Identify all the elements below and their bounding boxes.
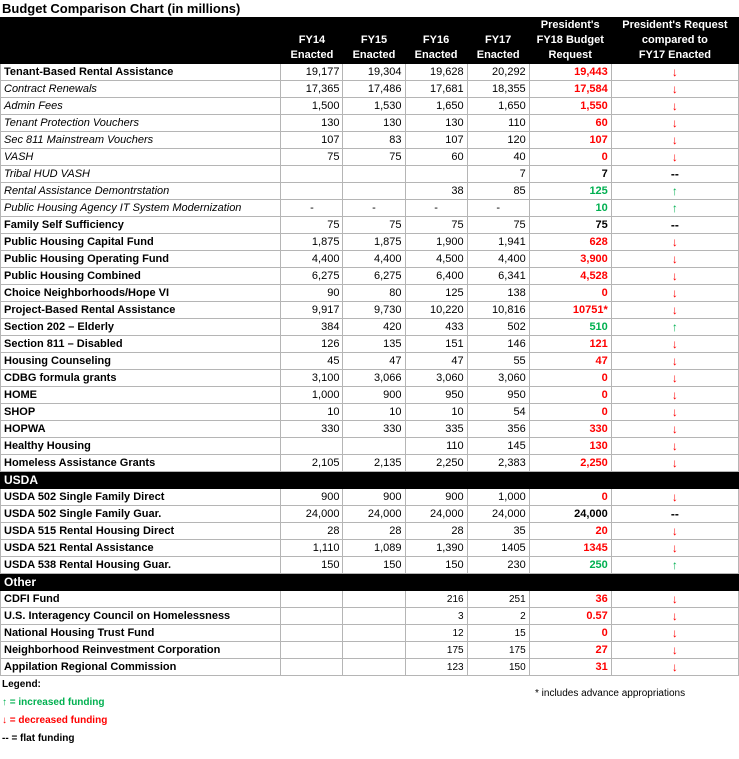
fy16-value: 38 (405, 183, 467, 200)
budget-table-body (1, 18, 739, 676)
table-row (1, 285, 739, 302)
header-blank (1, 18, 281, 64)
program-name: Section 202 – Elderly (1, 319, 281, 336)
fy15-value: 150 (343, 557, 405, 574)
arrow-down-icon: ↓ (611, 489, 738, 506)
program-name: National Housing Trust Fund (1, 625, 281, 642)
arrow-down-icon: ↓ (611, 336, 738, 353)
table-row (1, 132, 739, 149)
fy16-value: 75 (405, 217, 467, 234)
legend (0, 676, 739, 748)
fy16-value: 151 (405, 336, 467, 353)
arrow-up-icon: ↑ (611, 557, 738, 574)
fy15-value: 24,000 (343, 506, 405, 523)
table-row (1, 64, 739, 81)
program-name: Tenant Protection Vouchers (1, 115, 281, 132)
fy15-value: 420 (343, 319, 405, 336)
fy17-value: 251 (467, 591, 529, 608)
fy15-value: 47 (343, 353, 405, 370)
section-title: USDA (1, 472, 739, 489)
program-name: Public Housing Agency IT System Modernization (1, 200, 281, 217)
fy15-value: 1,875 (343, 234, 405, 251)
fy15-value (343, 591, 405, 608)
section-header (1, 574, 739, 591)
fy18-request-value: 31 (529, 659, 611, 676)
program-name: USDA 515 Rental Housing Direct (1, 523, 281, 540)
fy15-value (343, 608, 405, 625)
program-name: Section 811 – Disabled (1, 336, 281, 353)
fy14-value (281, 625, 343, 642)
program-name: HOME (1, 387, 281, 404)
fy18-request-value: 330 (529, 421, 611, 438)
fy16-value: 60 (405, 149, 467, 166)
fy17-value: 150 (467, 659, 529, 676)
table-row (1, 319, 739, 336)
legend-title: Legend: (2, 679, 41, 690)
fy18-request-value: 10751* (529, 302, 611, 319)
fy18-request-value: 0 (529, 285, 611, 302)
arrow-down-icon: ↓ (611, 251, 738, 268)
fy17-value: 356 (467, 421, 529, 438)
section-header (1, 472, 739, 489)
fy15-value: 83 (343, 132, 405, 149)
table-row (1, 370, 739, 387)
fy18-request-value: 20 (529, 523, 611, 540)
table-row (1, 217, 739, 234)
fy16-value: 335 (405, 421, 467, 438)
table-row (1, 200, 739, 217)
program-name: USDA 521 Rental Assistance (1, 540, 281, 557)
arrow-down-icon: ↓ (611, 353, 738, 370)
fy15-value: 28 (343, 523, 405, 540)
arrow-up-icon: ↑ (611, 200, 738, 217)
fy18-request-value: 10 (529, 200, 611, 217)
fy18-request-value: 60 (529, 115, 611, 132)
fy14-value: 107 (281, 132, 343, 149)
fy17-value: 1,650 (467, 98, 529, 115)
arrow-down-icon: ↓ (611, 370, 738, 387)
fy16-value: 28 (405, 523, 467, 540)
fy18-request-value: 130 (529, 438, 611, 455)
header-fy14: FY14 Enacted (281, 18, 343, 64)
fy18-request-value: 121 (529, 336, 611, 353)
program-name: Choice Neighborhoods/Hope VI (1, 285, 281, 302)
arrow-down-icon: ↓ (611, 98, 738, 115)
fy18-request-value: 0 (529, 370, 611, 387)
header-fy17: FY17 Enacted (467, 18, 529, 64)
table-row (1, 404, 739, 421)
table-row (1, 540, 739, 557)
fy17-value: 40 (467, 149, 529, 166)
fy16-value: 123 (405, 659, 467, 676)
fy14-value: 1,110 (281, 540, 343, 557)
fy14-value: 1,500 (281, 98, 343, 115)
program-name: USDA 502 Single Family Direct (1, 489, 281, 506)
program-name: Public Housing Operating Fund (1, 251, 281, 268)
fy18-request-value: 36 (529, 591, 611, 608)
arrow-down-icon: ↓ (611, 523, 738, 540)
fy14-value: 4,400 (281, 251, 343, 268)
table-row (1, 98, 739, 115)
arrow-down-icon: ↓ (611, 438, 738, 455)
program-name: CDFI Fund (1, 591, 281, 608)
program-name: Sec 811 Mainstream Vouchers (1, 132, 281, 149)
fy17-value: 145 (467, 438, 529, 455)
fy14-value (281, 183, 343, 200)
program-name: USDA 538 Rental Housing Guar. (1, 557, 281, 574)
fy17-value: 18,355 (467, 81, 529, 98)
fy17-value: 4,400 (467, 251, 529, 268)
arrow-down-icon: ↓ (611, 625, 738, 642)
arrow-down-icon: ↓ (611, 642, 738, 659)
fy17-value: - (467, 200, 529, 217)
fy17-value: 35 (467, 523, 529, 540)
fy16-value (405, 166, 467, 183)
header-compare: President's Request compared to FY17 Enacted (611, 18, 738, 64)
fy15-value: 10 (343, 404, 405, 421)
table-row (1, 608, 739, 625)
arrow-down-icon: ↓ (611, 540, 738, 557)
table-row (1, 438, 739, 455)
program-name: Tenant-Based Rental Assistance (1, 64, 281, 81)
fy18-request-value: 2,250 (529, 455, 611, 472)
fy18-request-value: 0.57 (529, 608, 611, 625)
fy15-value (343, 166, 405, 183)
fy16-value: 1,390 (405, 540, 467, 557)
fy14-value: 3,100 (281, 370, 343, 387)
fy16-value: 4,500 (405, 251, 467, 268)
table-row (1, 336, 739, 353)
fy15-value (343, 183, 405, 200)
fy15-value: 75 (343, 149, 405, 166)
fy14-value (281, 659, 343, 676)
fy15-value: 4,400 (343, 251, 405, 268)
program-name: Project-Based Rental Assistance (1, 302, 281, 319)
fy17-value: 10,816 (467, 302, 529, 319)
fy15-value: 19,304 (343, 64, 405, 81)
flat-funding-icon: -- (611, 166, 738, 183)
header-request: President's FY18 Budget Request (529, 18, 611, 64)
fy16-value: 2,250 (405, 455, 467, 472)
arrow-down-icon: ↓ (611, 149, 738, 166)
fy17-value: 20,292 (467, 64, 529, 81)
fy15-value (343, 642, 405, 659)
arrow-down-icon: ↓ (611, 455, 738, 472)
fy16-value: 125 (405, 285, 467, 302)
legend-increased: ↑ = increased funding (2, 697, 105, 708)
program-name: Contract Renewals (1, 81, 281, 98)
arrow-down-icon: ↓ (611, 268, 738, 285)
table-row (1, 115, 739, 132)
arrow-down-icon: ↓ (611, 285, 738, 302)
fy16-value: 1,900 (405, 234, 467, 251)
fy15-value: 1,089 (343, 540, 405, 557)
arrow-down-icon: ↓ (611, 387, 738, 404)
fy16-value: 150 (405, 557, 467, 574)
arrow-down-icon: ↓ (611, 659, 738, 676)
fy17-value: 54 (467, 404, 529, 421)
table-row (1, 659, 739, 676)
flat-funding-icon: -- (611, 506, 738, 523)
legend-flat: -- = flat funding (2, 733, 75, 744)
table-row (1, 234, 739, 251)
fy17-value: 175 (467, 642, 529, 659)
fy15-value: 900 (343, 387, 405, 404)
fy17-value: 1405 (467, 540, 529, 557)
program-name: SHOP (1, 404, 281, 421)
fy14-value: 900 (281, 489, 343, 506)
fy14-value: 1,875 (281, 234, 343, 251)
fy16-value: 950 (405, 387, 467, 404)
fy16-value: 12 (405, 625, 467, 642)
table-row (1, 353, 739, 370)
fy18-request-value: 1345 (529, 540, 611, 557)
fy17-value: 2,383 (467, 455, 529, 472)
fy18-request-value: 0 (529, 387, 611, 404)
fy16-value: 900 (405, 489, 467, 506)
fy17-value: 230 (467, 557, 529, 574)
table-row (1, 251, 739, 268)
fy18-request-value: 628 (529, 234, 611, 251)
table-row (1, 489, 739, 506)
fy17-value: 502 (467, 319, 529, 336)
fy15-value: 2,135 (343, 455, 405, 472)
fy17-value: 15 (467, 625, 529, 642)
fy14-value: 126 (281, 336, 343, 353)
fy15-value: 9,730 (343, 302, 405, 319)
program-name: Housing Counseling (1, 353, 281, 370)
fy14-value: 130 (281, 115, 343, 132)
fy16-value: 107 (405, 132, 467, 149)
fy18-request-value: 250 (529, 557, 611, 574)
arrow-down-icon: ↓ (611, 115, 738, 132)
fy15-value (343, 438, 405, 455)
arrow-down-icon: ↓ (611, 81, 738, 98)
table-row (1, 183, 739, 200)
fy14-value: 19,177 (281, 64, 343, 81)
arrow-up-icon: ↑ (611, 319, 738, 336)
fy18-request-value: 0 (529, 489, 611, 506)
program-name: VASH (1, 149, 281, 166)
legend-decreased: ↓ = decreased funding (2, 715, 108, 726)
program-name: Public Housing Combined (1, 268, 281, 285)
fy15-value: 3,066 (343, 370, 405, 387)
table-row (1, 557, 739, 574)
fy18-request-value: 125 (529, 183, 611, 200)
fy15-value: 6,275 (343, 268, 405, 285)
arrow-down-icon: ↓ (611, 132, 738, 149)
fy14-value: - (281, 200, 343, 217)
fy14-value (281, 438, 343, 455)
fy18-request-value: 0 (529, 149, 611, 166)
fy18-request-value: 7 (529, 166, 611, 183)
budget-table (0, 17, 739, 676)
fy14-value: 17,365 (281, 81, 343, 98)
fy18-request-value: 24,000 (529, 506, 611, 523)
flat-funding-icon: -- (611, 217, 738, 234)
fy17-value: 110 (467, 115, 529, 132)
fy15-value: 80 (343, 285, 405, 302)
arrow-up-icon: ↑ (611, 183, 738, 200)
fy16-value: 17,681 (405, 81, 467, 98)
table-row (1, 302, 739, 319)
fy18-request-value: 0 (529, 404, 611, 421)
program-name: HOPWA (1, 421, 281, 438)
fy14-value: 330 (281, 421, 343, 438)
arrow-down-icon: ↓ (611, 64, 738, 81)
section-title: Other (1, 574, 739, 591)
fy14-value: 2,105 (281, 455, 343, 472)
fy18-request-value: 27 (529, 642, 611, 659)
header-fy16: FY16 Enacted (405, 18, 467, 64)
fy15-value: 75 (343, 217, 405, 234)
fy16-value: 1,650 (405, 98, 467, 115)
fy15-value: - (343, 200, 405, 217)
fy16-value: 6,400 (405, 268, 467, 285)
program-name: Healthy Housing (1, 438, 281, 455)
table-row (1, 149, 739, 166)
program-name: Rental Assistance Demontrstation (1, 183, 281, 200)
program-name: Admin Fees (1, 98, 281, 115)
fy18-request-value: 107 (529, 132, 611, 149)
fy14-value (281, 166, 343, 183)
arrow-down-icon: ↓ (611, 302, 738, 319)
table-row (1, 625, 739, 642)
fy15-value: 1,530 (343, 98, 405, 115)
fy16-value: 3 (405, 608, 467, 625)
program-name: Public Housing Capital Fund (1, 234, 281, 251)
fy18-request-value: 4,528 (529, 268, 611, 285)
program-name: U.S. Interagency Council on Homelessness (1, 608, 281, 625)
fy18-request-value: 47 (529, 353, 611, 370)
arrow-down-icon: ↓ (611, 404, 738, 421)
fy16-value: 24,000 (405, 506, 467, 523)
table-row (1, 166, 739, 183)
fy14-value: 10 (281, 404, 343, 421)
fy16-value: 433 (405, 319, 467, 336)
fy14-value: 150 (281, 557, 343, 574)
fy14-value: 75 (281, 149, 343, 166)
program-name: CDBG formula grants (1, 370, 281, 387)
fy15-value: 330 (343, 421, 405, 438)
fy14-value: 24,000 (281, 506, 343, 523)
fy14-value (281, 591, 343, 608)
table-row (1, 387, 739, 404)
fy18-request-value: 510 (529, 319, 611, 336)
table-row (1, 591, 739, 608)
fy14-value: 90 (281, 285, 343, 302)
fy18-request-value: 3,900 (529, 251, 611, 268)
fy14-value (281, 608, 343, 625)
fy17-value: 146 (467, 336, 529, 353)
page-title: Budget Comparison Chart (in millions) (2, 1, 241, 16)
program-name: Family Self Sufficiency (1, 217, 281, 234)
table-row (1, 268, 739, 285)
fy17-value: 7 (467, 166, 529, 183)
fy17-value: 24,000 (467, 506, 529, 523)
fy15-value (343, 625, 405, 642)
fy16-value: 130 (405, 115, 467, 132)
fy15-value (343, 659, 405, 676)
fy17-value: 6,341 (467, 268, 529, 285)
fy17-value: 85 (467, 183, 529, 200)
fy17-value: 1,941 (467, 234, 529, 251)
fy15-value: 900 (343, 489, 405, 506)
fy16-value: 10 (405, 404, 467, 421)
fy15-value: 135 (343, 336, 405, 353)
arrow-down-icon: ↓ (611, 608, 738, 625)
fy16-value: 19,628 (405, 64, 467, 81)
fy18-request-value: 1,550 (529, 98, 611, 115)
fy17-value: 3,060 (467, 370, 529, 387)
fy16-value: 175 (405, 642, 467, 659)
fy16-value: 3,060 (405, 370, 467, 387)
fy14-value: 6,275 (281, 268, 343, 285)
fy14-value: 45 (281, 353, 343, 370)
fy18-request-value: 0 (529, 625, 611, 642)
fy14-value: 9,917 (281, 302, 343, 319)
program-name: USDA 502 Single Family Guar. (1, 506, 281, 523)
program-name: Neighborhood Reinvestment Corporation (1, 642, 281, 659)
table-row (1, 642, 739, 659)
fy14-value (281, 642, 343, 659)
fy16-value: 110 (405, 438, 467, 455)
arrow-down-icon: ↓ (611, 591, 738, 608)
fy16-value: 10,220 (405, 302, 467, 319)
fy14-value: 28 (281, 523, 343, 540)
fy16-value: - (405, 200, 467, 217)
fy18-request-value: 75 (529, 217, 611, 234)
arrow-down-icon: ↓ (611, 234, 738, 251)
fy17-value: 120 (467, 132, 529, 149)
table-row (1, 81, 739, 98)
fy15-value: 130 (343, 115, 405, 132)
fy17-value: 55 (467, 353, 529, 370)
arrow-down-icon: ↓ (611, 421, 738, 438)
program-name: Tribal HUD VASH (1, 166, 281, 183)
fy14-value: 384 (281, 319, 343, 336)
table-row (1, 455, 739, 472)
program-name: Appilation Regional Commission (1, 659, 281, 676)
fy17-value: 138 (467, 285, 529, 302)
table-row (1, 506, 739, 523)
table-row (1, 421, 739, 438)
table-row (1, 523, 739, 540)
fy18-request-value: 19,443 (529, 64, 611, 81)
program-name: Homeless Assistance Grants (1, 455, 281, 472)
fy17-value: 1,000 (467, 489, 529, 506)
fy16-value: 216 (405, 591, 467, 608)
fy17-value: 950 (467, 387, 529, 404)
fy17-value: 75 (467, 217, 529, 234)
fy14-value: 1,000 (281, 387, 343, 404)
header-fy15: FY15 Enacted (343, 18, 405, 64)
fy15-value: 17,486 (343, 81, 405, 98)
fy16-value: 47 (405, 353, 467, 370)
advance-appropriations-note: * includes advance appropriations (535, 688, 686, 699)
fy18-request-value: 17,584 (529, 81, 611, 98)
fy14-value: 75 (281, 217, 343, 234)
fy17-value: 2 (467, 608, 529, 625)
